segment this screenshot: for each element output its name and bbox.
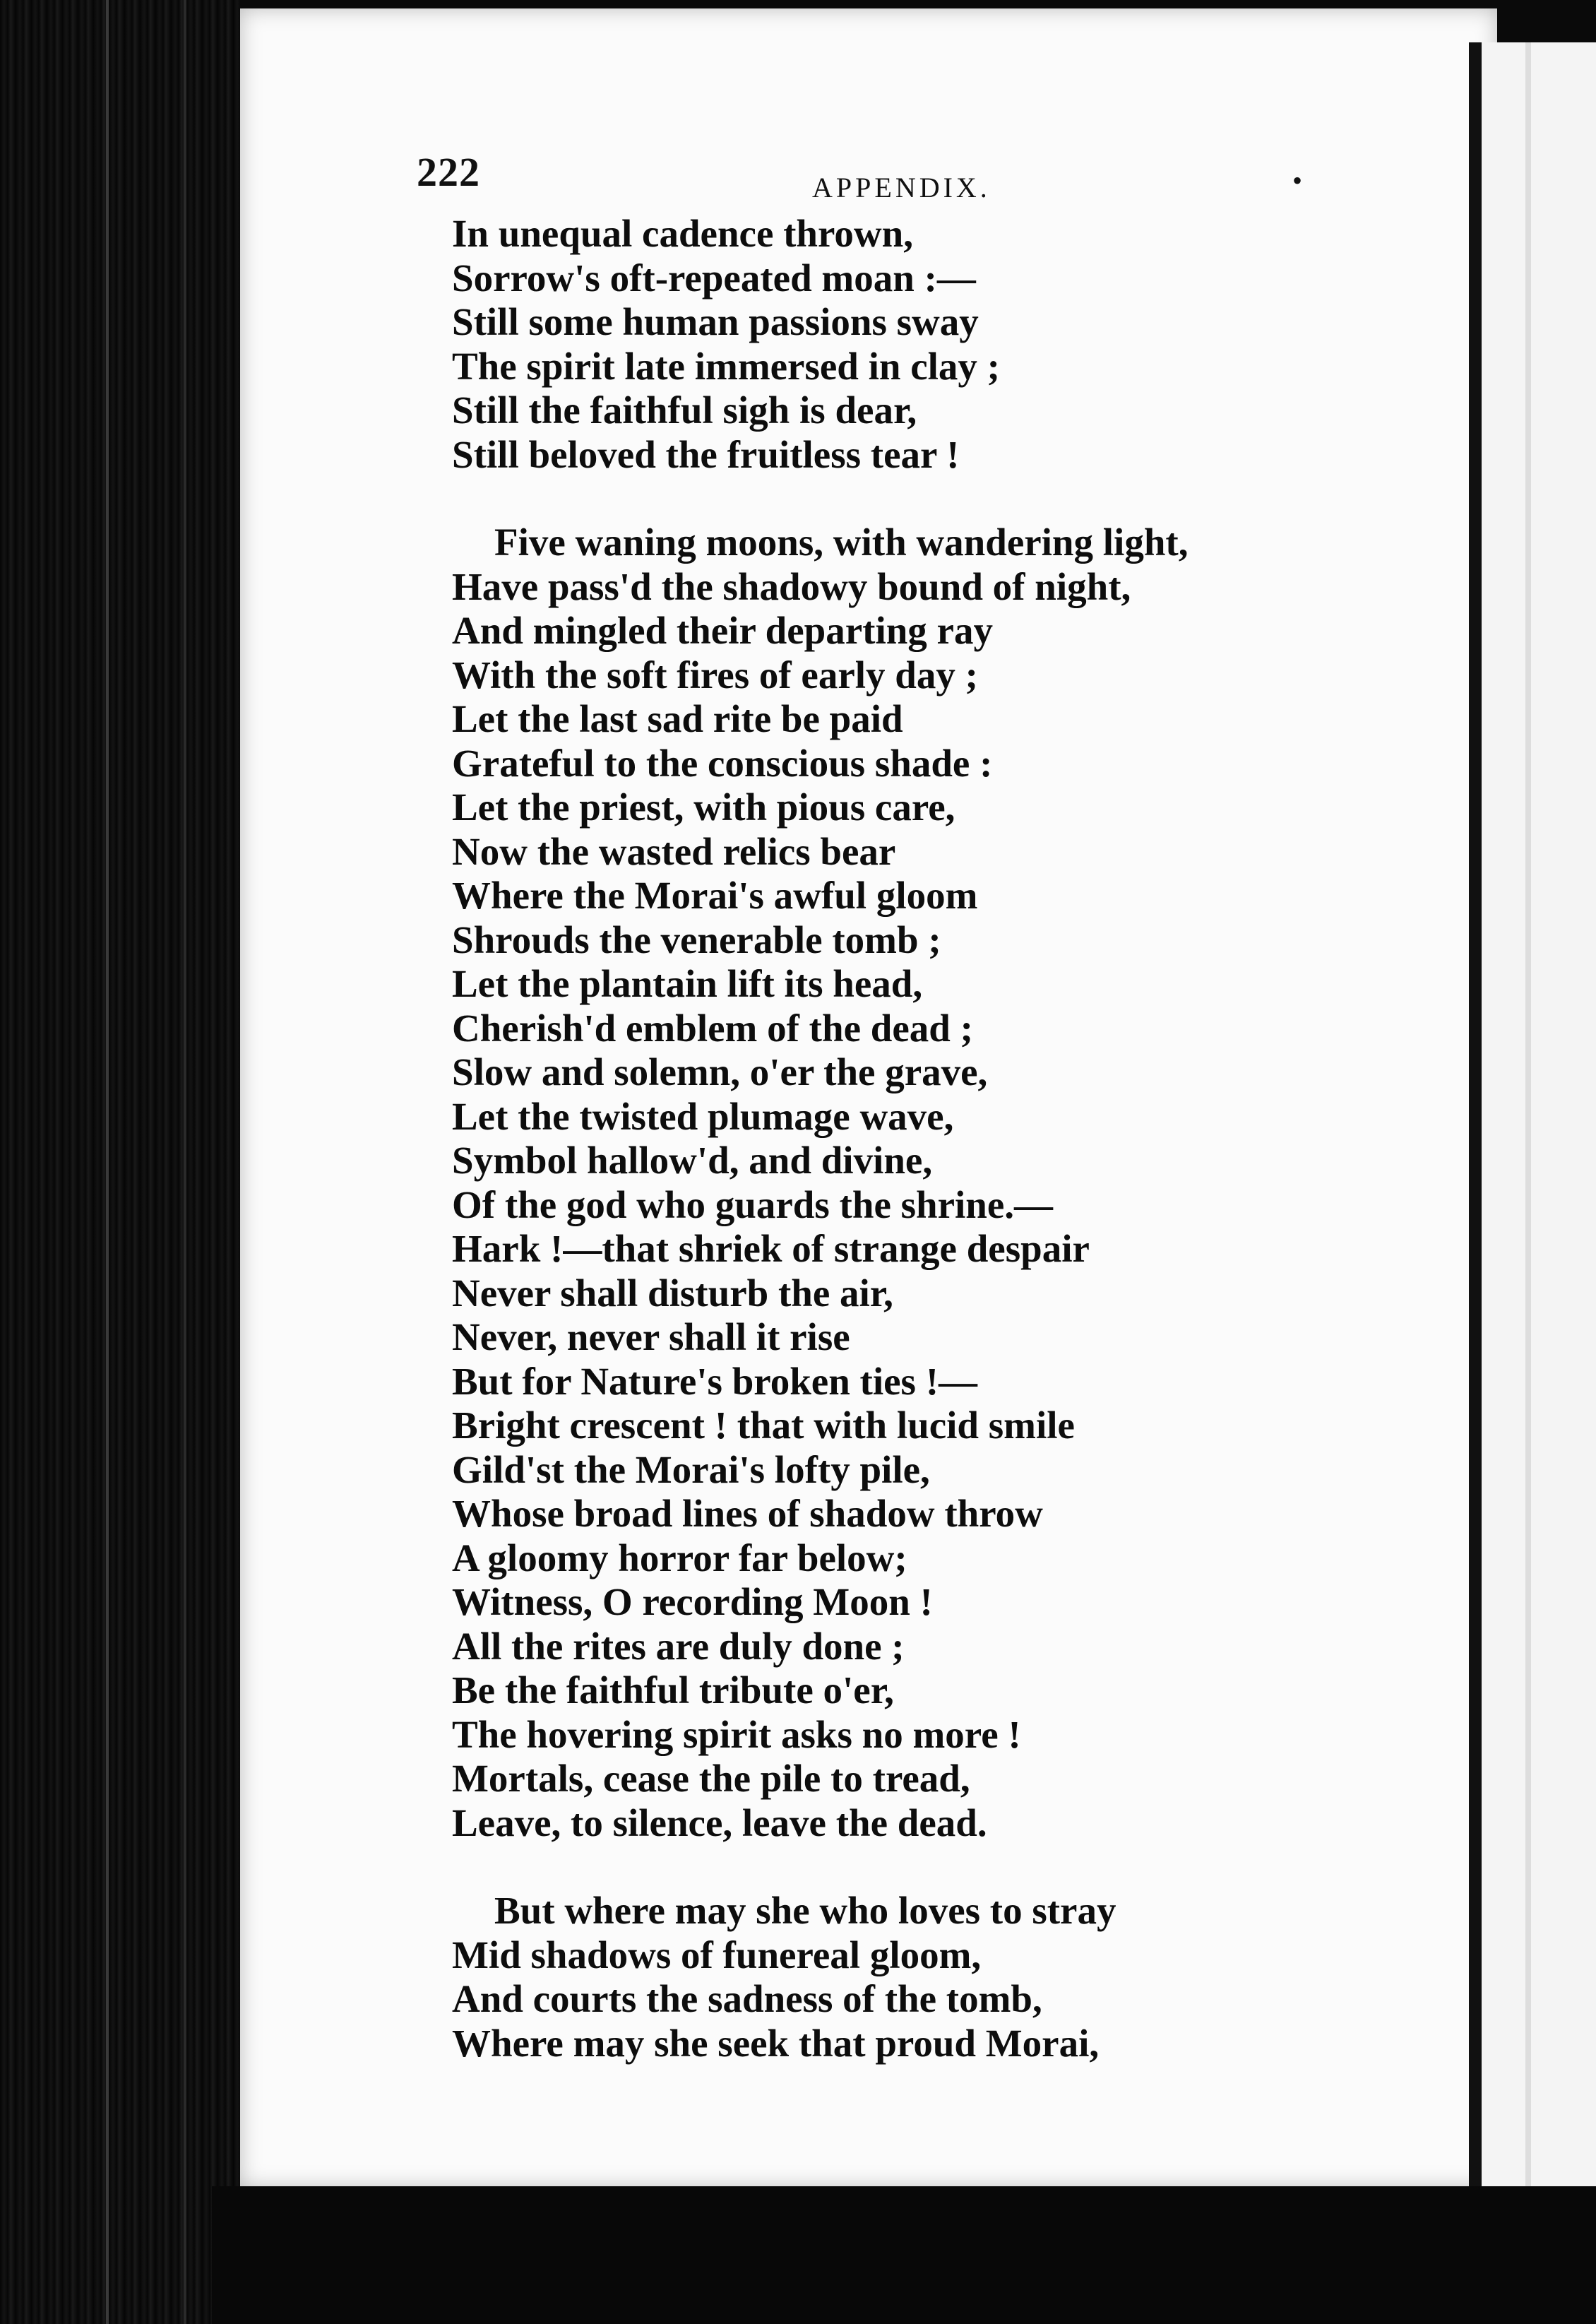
verse-line: Leave, to silence, leave the dead.: [452, 1801, 987, 1844]
verse-line: Witness, O recording Moon !: [452, 1580, 933, 1623]
verse-line: Symbol hallow'd, and divine,: [452, 1139, 933, 1182]
verse-line: Mid shadows of funereal gloom,: [452, 1933, 982, 1976]
running-head: APPENDIX.: [812, 172, 991, 203]
verse-line: A gloomy horror far below;: [452, 1536, 907, 1579]
verse-line: Still the faithful sigh is dear,: [452, 389, 917, 432]
verse-line: Of the god who guards the shrine.—: [452, 1182, 1054, 1226]
verse-line: Grateful to the conscious shade :: [452, 741, 993, 785]
book-spine: [0, 0, 240, 2324]
verse-line: Never, never shall it rise: [452, 1315, 850, 1358]
verse-line: Let the priest, with pious care,: [452, 785, 955, 829]
verse-line: Cherish'd emblem of the dead ;: [452, 1006, 973, 1050]
verse-line: Still some human passions sway: [452, 300, 979, 343]
adjacent-page-fold: [1525, 42, 1531, 2253]
verse-line: Be the faithful tribute o'er,: [452, 1668, 894, 1712]
verse-line: The hovering spirit asks no more !: [452, 1712, 1021, 1756]
page-number: 222: [417, 149, 480, 195]
poem-text: [452, 212, 1356, 2065]
stanza-3: [452, 1889, 1356, 2065]
verse-line: With the soft fires of early day ;: [452, 653, 978, 696]
verse-line: The spirit late immersed in clay ;: [452, 344, 1000, 388]
stanza-break: [452, 1845, 1356, 1889]
verse-line: Gild'st the Morai's lofty pile,: [452, 1447, 930, 1491]
spine-edge-line: [106, 0, 109, 2324]
verse-line: In unequal cadence thrown,: [452, 212, 913, 255]
page-header: [417, 148, 1335, 212]
verse-line: Five waning moons, with wandering light,: [494, 521, 1189, 564]
verse-line: Still beloved the fruitless tear !: [452, 432, 960, 476]
verse-line: Where may she seek that proud Morai,: [452, 2021, 1100, 2065]
bottom-margin-shadow: [212, 2186, 1596, 2324]
printer-mark: •: [1292, 165, 1303, 196]
verse-line: Let the twisted plumage wave,: [452, 1094, 954, 1138]
verse-line: But where may she who loves to stray: [494, 1889, 1116, 1932]
verse-line: Shrouds the venerable tomb ;: [452, 918, 941, 961]
stanza-1: [452, 212, 1356, 477]
verse-line: Hark !—that shriek of strange despair: [452, 1227, 1090, 1270]
adjacent-page-edge: [1469, 42, 1596, 2253]
verse-line: And courts the sadness of the tomb,: [452, 1977, 1042, 2020]
verse-line: All the rites are duly done ;: [452, 1624, 905, 1668]
verse-line: Let the last sad rite be paid: [452, 697, 903, 740]
verse-line: Now the wasted relics bear: [452, 829, 896, 873]
verse-line: Whose broad lines of shadow throw: [452, 1492, 1043, 1535]
verse-line: Where the Morai's awful gloom: [452, 874, 978, 917]
spine-edge-line: [184, 0, 186, 2324]
verse-line: But for Nature's broken ties !—: [452, 1359, 978, 1403]
verse-line: Have pass'd the shadowy bound of night,: [452, 564, 1131, 608]
verse-line: Let the plantain lift its head,: [452, 962, 923, 1005]
verse-line: Sorrow's oft-repeated moan :—: [452, 256, 976, 300]
verse-line: Never shall disturb the air,: [452, 1271, 893, 1315]
stanza-2: [452, 521, 1356, 1845]
verse-line: Bright crescent ! that with lucid smile: [452, 1404, 1075, 1447]
stanza-break: [452, 477, 1356, 521]
verse-line: Slow and solemn, o'er the grave,: [452, 1050, 988, 1093]
verse-line: Mortals, cease the pile to tread,: [452, 1757, 970, 1800]
verse-line: And mingled their departing ray: [452, 609, 993, 652]
